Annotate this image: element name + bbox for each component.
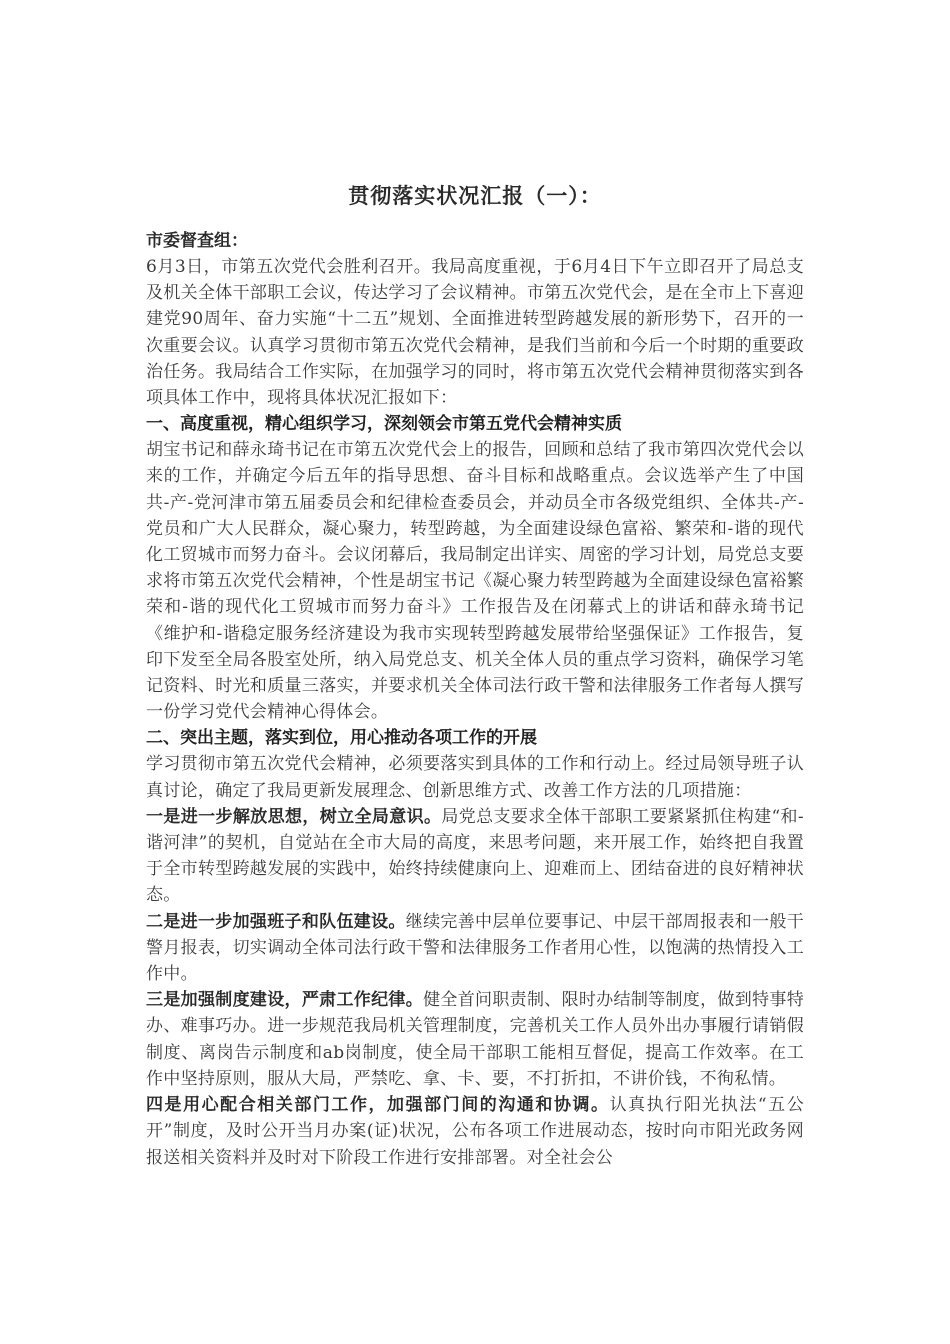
measure-item-4-lead: 四是用心配合相关部门工作，加强部门间的沟通和协调。 [146,1095,610,1116]
measure-item-4 [146,1092,804,1171]
document-title: 贯彻落实状况汇报（一）： [348,183,602,208]
measure-item-3-lead: 三是加强制度建设，严肃工作纪律。 [146,990,424,1011]
measure-item-3-text: 健全首问职责制、限时办结制等制度，做到特事特办、难事巧办。进一步规范我局机关管理制度，完善机关工作人员外出办事履行请销假制度、离岗告示制度和ab岗制度，使全局干部职工能相互督促，提高工作效率。在工作中坚持原则，服从大局，严禁吃、拿、卡、要，不打折扣，不讲价钱，不徇私情。 [146,990,804,1089]
measure-item-4-text: 认真执行阳光执法“五公开”制度，及时公开当月办案(证)状况，公布各项工作进展动态，按时向市阳光政务网报送相关资料并及时对下阶段工作进行安排部署。对全社会公 [146,1095,804,1168]
measure-item-2-text: 继续完善中层单位要事记、中层干部周报表和一般干警月报表，切实调动全体司法行政干警和法律服务工作者用心性，以饱满的热情投入工作中。 [146,911,805,985]
measure-item-2 [146,909,804,988]
section-1-body: 胡宝书记和薛永琦书记在市第五次党代会上的报告，回顾和总结了我市第四次党代会以来的工作，并确定今后五年的指导思想、奋斗目标和战略重点。会议选举产生了中国共-产-党河津市第五届委员会和纪律检查委员会，并动员全市各级党组织、全体共-产-党员和广大人民群众，凝心聚力，转型跨越，为全面建设绿色富裕、繁荣和-谐的现代化工贸城市而努力奋斗。会议闭幕后，我局制定出详实、周密的学习计划，局党总支要求将市第五次党代会精神，个性是胡宝书记《凝心聚力转型跨越为全面建设绿色富裕繁荣和-谐的现代化工贸城市而努力奋斗》工作报告及在闭幕式上的讲话和薛永琦书记《维护和-谐稳定服务经济建设为我市实现转型跨越发展带给坚强保证》工作报告，复印下发至全局各股室处所，纳入局党总支、机关全体人员的重点学习资料，确保学习笔记资料、时光和质量三落实，并要求机关全体司法行政干警和法律服务工作者每人撰写一份学习党代会精神心得体会。 [146,440,804,723]
measure-item-1 [146,804,804,909]
salutation: 市委督查组： [146,231,248,251]
document-page [146,180,804,1171]
measure-item-1-text: 局党总支要求全体干部职工要紧紧抓住构建“和-谐河津”的契机，自觉站在全市大局的高度，来思考问题，来开展工作，始终把自我置于全市转型跨越发展的实践中，始终持续健康向上、迎难而上、团结奋进的良好精神状态。 [146,806,804,906]
measure-item-3 [146,987,804,1092]
section-2-body: 学习贯彻市第五次党代会精神，必须要落实到具体的工作和行动上。经过局领导班子认真讨论，确定了我局更新发展理念、创新思维方式、改善工作方法的几项措施： [146,754,804,801]
measure-item-1-lead: 一是进一步解放思想，树立全局意识。 [146,806,442,827]
section-2-heading: 二、突出主题，落实到位，用心推动各项工作的开展 [146,728,537,749]
section-1-heading: 一、高度重视，精心组织学习，深刻领会市第五党代会精神实质 [146,414,622,435]
measure-item-2-lead: 二是进一步加强班子和队伍建设。 [146,911,406,932]
intro-paragraph: 6月3日，市第五次党代会胜利召开。我局高度重视，于6月4日下午立即召开了局总支及机关全体干部职工会议，传达学习了会议精神。市第五次党代会，是在全市上下喜迎建党90周年、奋力实施“十二五”规划、全面推进转型跨越发展的新形势下，召开的一次重要会议。认真学习贯彻市第五次党代会精神，是我们当前和今后一个时期的重要政治任务。我局结合工作实际，在加强学习的同时，将市第五次党代会精神贯彻落实到各项具体工作中，现将具体状况汇报如下： [146,257,804,409]
